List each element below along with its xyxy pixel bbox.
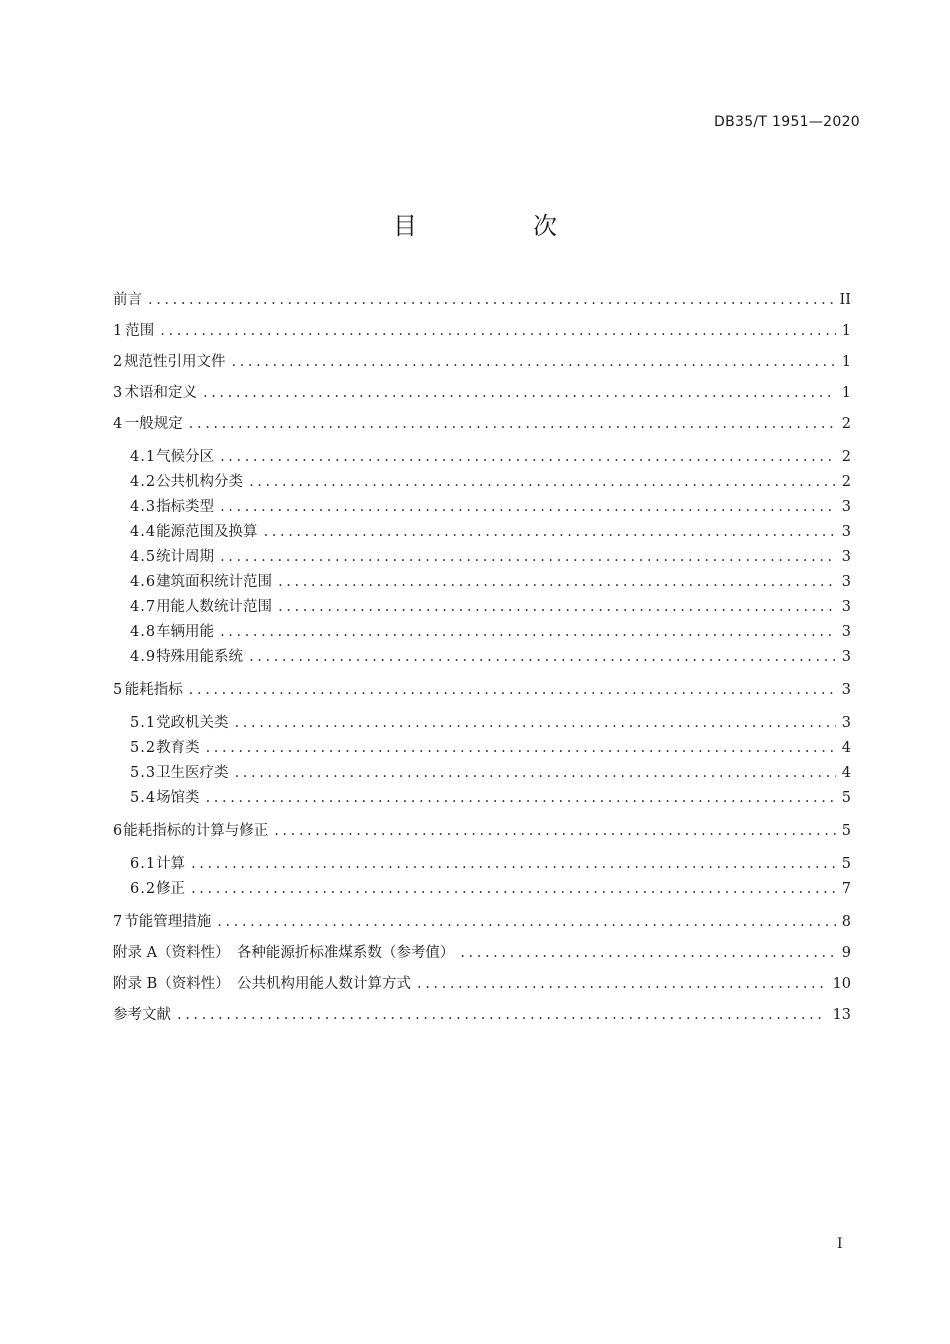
toc-entry-number: 4.3	[130, 498, 157, 515]
toc-entry[interactable]	[113, 674, 851, 705]
toc-entry-number: 4.1	[130, 448, 157, 465]
toc-leader-dots	[191, 854, 836, 874]
toc-entry-page: 3	[841, 648, 851, 665]
toc-entry[interactable]	[113, 494, 851, 519]
toc-entry-number: 5	[113, 681, 123, 698]
toc-entry-label: 公共机构分类	[156, 473, 244, 490]
toc-entry-page: 1	[841, 353, 851, 370]
toc-entry[interactable]	[113, 619, 851, 644]
toc-leader-dots	[148, 290, 834, 310]
toc-entry-page: 2	[841, 473, 851, 490]
toc-entry[interactable]	[113, 594, 851, 619]
toc-entry-page: 8	[841, 913, 851, 930]
toc-entry-number: 4.6	[130, 573, 157, 590]
toc-leader-dots	[189, 414, 836, 434]
toc-entry[interactable]	[113, 999, 851, 1030]
toc-entry[interactable]	[113, 785, 851, 810]
toc-entry-label: 党政机关类	[156, 714, 229, 731]
toc-entry-page: 5	[841, 855, 851, 872]
toc-entry-label: 特殊用能系统	[156, 648, 244, 665]
toc-entry-number: 5.3	[130, 764, 157, 781]
toc-entry-label: 节能管理措施	[124, 913, 212, 930]
toc-entry-page: 3	[841, 681, 851, 698]
toc-entry-page: 5	[841, 822, 851, 839]
toc-entry-page: 1	[841, 322, 851, 339]
toc-entry-page: 3	[841, 498, 851, 515]
toc-entry-label: 能源范围及换算	[156, 523, 258, 540]
toc-entry-label: 术语和定义	[124, 384, 198, 401]
toc-entry[interactable]	[113, 284, 851, 315]
toc-entry-number: 5.4	[130, 789, 157, 806]
toc-entry-label: 参考文献	[113, 1006, 171, 1023]
toc-leader-dots	[206, 788, 836, 808]
page-number: I	[837, 1236, 843, 1252]
toc-entry[interactable]	[113, 968, 851, 999]
toc-entry-number: 5.1	[130, 714, 157, 731]
toc-entry-number: 6.1	[130, 855, 157, 872]
toc-entry-number: 4.4	[130, 523, 157, 540]
toc-entry-number: 4	[113, 415, 123, 432]
toc-entry-page: 4	[841, 764, 851, 781]
toc-entry[interactable]	[113, 851, 851, 876]
toc-leader-dots	[235, 763, 836, 783]
document-code: DB35/T 1951—2020	[714, 114, 860, 130]
toc-leader-dots	[278, 572, 836, 592]
toc-entry[interactable]	[113, 544, 851, 569]
toc-entry[interactable]	[113, 569, 851, 594]
toc-entry-number: 4.2	[130, 473, 157, 490]
toc-entry-page: 3	[841, 623, 851, 640]
toc-entry-page: 2	[841, 448, 851, 465]
toc-leader-dots	[189, 680, 836, 700]
toc-entry-number: 1	[113, 322, 123, 339]
toc-leader-dots	[220, 547, 836, 567]
toc-entry-label: 车辆用能	[156, 623, 215, 640]
toc-entry-label: 气候分区	[156, 448, 215, 465]
toc-entry-page: 2	[841, 415, 851, 432]
toc-entry[interactable]	[113, 469, 851, 494]
toc-entry-label: 前言	[113, 291, 142, 308]
toc-entry-label: 计算	[156, 855, 186, 872]
toc-entry-page: 13	[832, 1006, 851, 1023]
toc-entry-label: 建筑面积统计范围	[156, 573, 273, 590]
toc-leader-dots	[206, 738, 836, 758]
toc-entry-page: 3	[841, 523, 851, 540]
toc-entry-page: 5	[841, 789, 851, 806]
toc-leader-dots	[274, 821, 836, 841]
toc-entry-label: 能耗指标	[124, 681, 183, 698]
toc-title: 目 次	[393, 212, 603, 240]
toc-entry[interactable]	[113, 519, 851, 544]
toc-entry-page: 10	[832, 975, 851, 992]
toc-entry-number: 2	[113, 353, 123, 370]
toc-entry-page: II	[839, 291, 851, 308]
toc-entry-label: 用能人数统计范围	[156, 598, 273, 615]
toc-leader-dots	[191, 879, 836, 899]
toc-entry-number: 3	[113, 384, 123, 401]
toc-entry-number: 6	[113, 822, 123, 839]
toc-leader-dots	[217, 912, 836, 932]
toc-entry-number: 5.2	[130, 739, 157, 756]
toc-entry[interactable]	[113, 315, 851, 346]
toc-leader-dots	[177, 1005, 827, 1025]
toc-entry-number: 4.9	[130, 648, 157, 665]
toc-leader-dots	[220, 622, 836, 642]
toc-leader-dots	[235, 713, 836, 733]
toc-entry-page: 3	[841, 598, 851, 615]
toc-entry-label: 统计周期	[156, 548, 215, 565]
toc-leader-dots	[264, 522, 836, 542]
toc-entry-label: 指标类型	[156, 498, 215, 515]
toc-entry-label: 附录 A（资料性） 各种能源折标准煤系数（参考值）	[113, 944, 455, 961]
toc-entry-page: 3	[841, 573, 851, 590]
toc-entry-number: 4.7	[130, 598, 157, 615]
toc-entry[interactable]	[113, 760, 851, 785]
toc-entry[interactable]	[113, 906, 851, 937]
toc-entry-number: 4.5	[130, 548, 157, 565]
toc-entry[interactable]	[113, 735, 851, 760]
toc-leader-dots	[417, 974, 827, 994]
toc-entry-page: 4	[841, 739, 851, 756]
toc-entry[interactable]	[113, 408, 851, 439]
toc-entry-page: 3	[841, 714, 851, 731]
toc-entry[interactable]	[113, 815, 851, 846]
toc-entry[interactable]	[113, 346, 851, 377]
toc-leader-dots	[249, 472, 836, 492]
toc-entry[interactable]	[113, 377, 851, 408]
toc-leader-dots	[249, 647, 836, 667]
toc-entry-label: 范围	[125, 322, 155, 339]
toc-entry[interactable]	[113, 710, 851, 735]
toc-entry-label: 卫生医疗类	[156, 764, 229, 781]
toc-entry[interactable]	[113, 876, 851, 901]
toc-entry-label: 附录 B（资料性） 公共机构用能人数计算方式	[113, 975, 412, 992]
toc-leader-dots	[460, 943, 835, 963]
toc-entry-label: 教育类	[156, 739, 200, 756]
toc-leader-dots	[232, 352, 836, 372]
toc-entry-page: 1	[841, 384, 851, 401]
toc-entry-label: 一般规定	[124, 415, 183, 432]
toc-entry-label: 规范性引用文件	[124, 353, 226, 370]
toc-entry[interactable]	[113, 444, 851, 469]
toc-entry-number: 6.2	[130, 880, 157, 897]
toc-entry-page: 7	[841, 880, 851, 897]
toc-leader-dots	[278, 597, 836, 617]
toc-leader-dots	[203, 383, 836, 403]
toc-entry-number: 7	[113, 913, 123, 930]
toc-entry[interactable]	[113, 937, 851, 968]
toc-entry[interactable]	[113, 644, 851, 669]
toc-entry-page: 9	[841, 944, 851, 961]
toc-entry-label: 能耗指标的计算与修正	[123, 822, 269, 839]
toc-entry-number: 4.8	[130, 623, 157, 640]
table-of-contents	[113, 284, 851, 1030]
toc-leader-dots	[160, 321, 835, 341]
toc-leader-dots	[220, 497, 836, 517]
toc-leader-dots	[220, 447, 836, 467]
toc-entry-page: 3	[841, 548, 851, 565]
toc-entry-label: 修正	[156, 880, 186, 897]
toc-entry-label: 场馆类	[156, 789, 200, 806]
